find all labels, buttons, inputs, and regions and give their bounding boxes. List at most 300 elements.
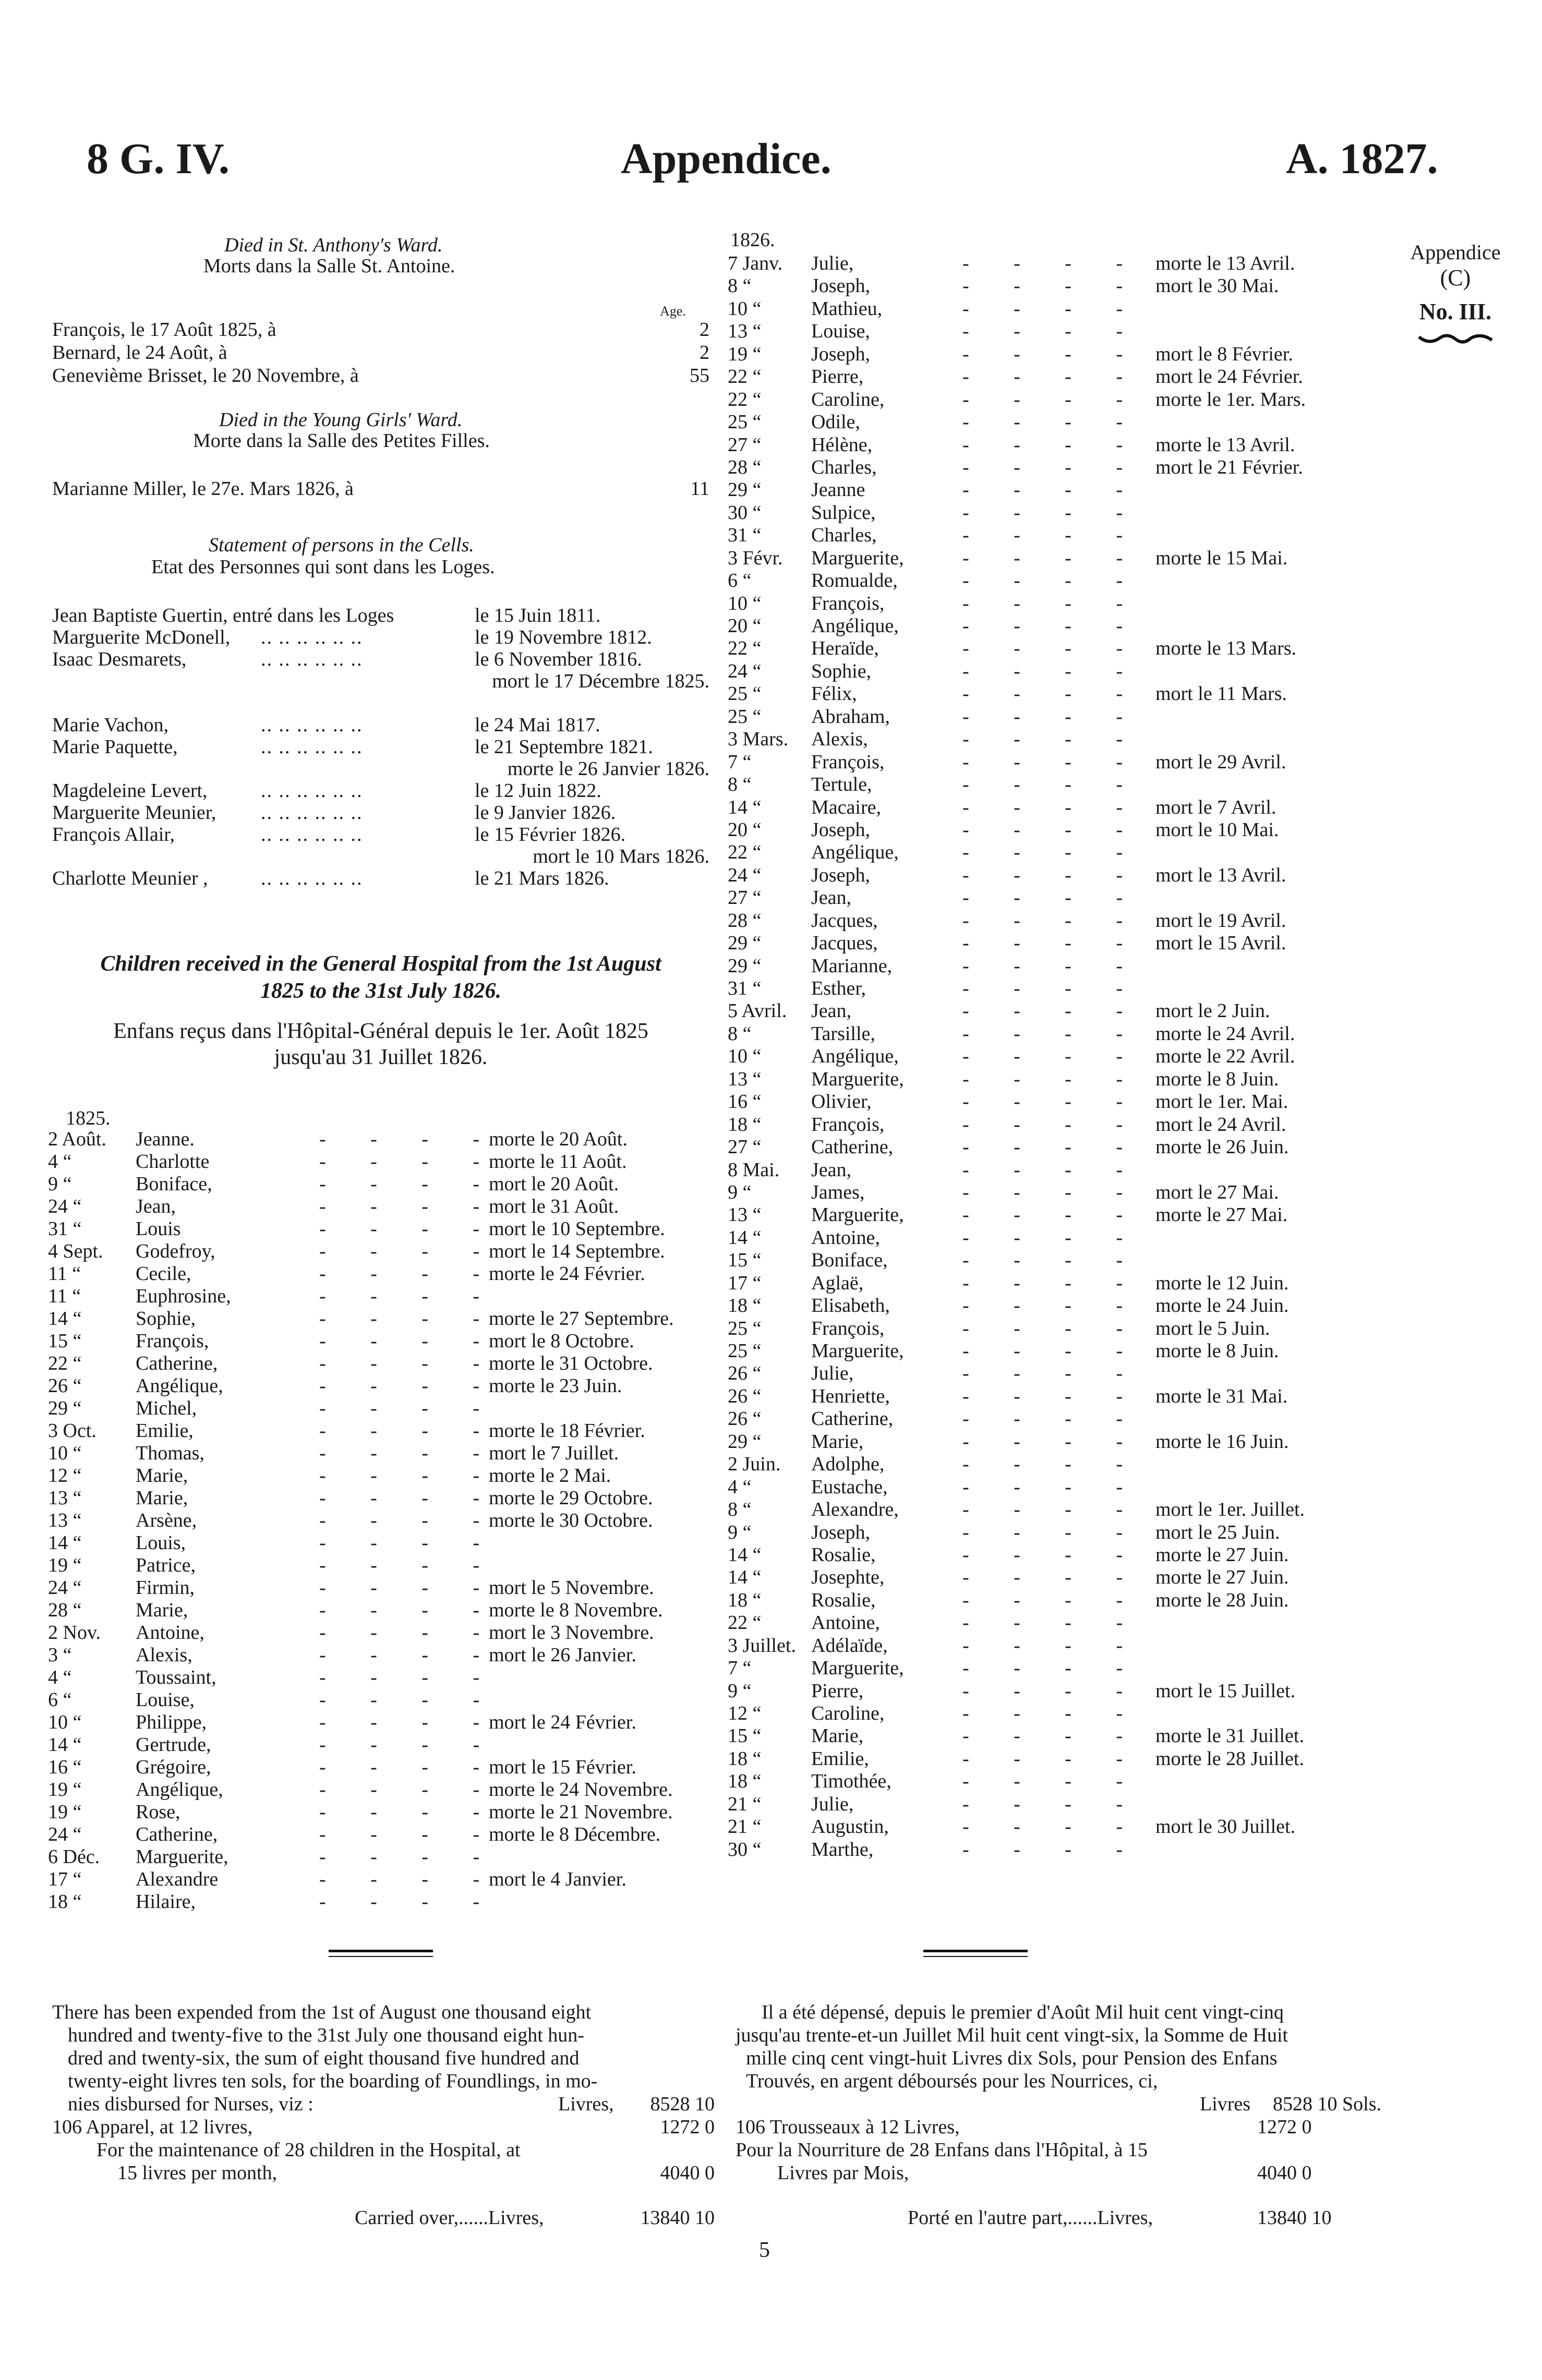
child-name: Marguerite,	[811, 1657, 904, 1680]
entry-date: 7 “	[728, 1657, 752, 1680]
carried-label: Carried over,......Livres,	[355, 2207, 544, 2229]
para-line: Pour la Nourriture de 28 Enfans dans l'Hôpital, à 15	[736, 2139, 1148, 2161]
death-note: morte le 24 Novembre.	[489, 1779, 673, 1801]
child-name: Firmin,	[136, 1577, 195, 1599]
entry-date: 15 “	[728, 1725, 762, 1747]
child-name: Odile,	[811, 411, 860, 433]
death-note: morte le 11 Août.	[489, 1151, 627, 1173]
leader-dashes: - - - -	[962, 1816, 1143, 1838]
death-note: morte le 24 Avril.	[1155, 1022, 1295, 1045]
table-row	[728, 1114, 1364, 1136]
leader-dashes: - - - -	[962, 660, 1143, 682]
leader-dashes: - - - -	[962, 275, 1143, 297]
sec4-title-fr2: jusqu'au 31 Juillet 1826.	[274, 1045, 488, 1069]
page-number: 5	[759, 2238, 770, 2262]
table-row	[728, 1839, 1364, 1861]
table-row	[728, 1340, 1364, 1362]
entry-date: 3 Févr.	[728, 547, 783, 569]
list-item	[52, 605, 709, 626]
death-note: mort le 11 Mars.	[1155, 683, 1287, 705]
child-name: Louise,	[811, 320, 870, 343]
leader-dashes: - - - -	[962, 297, 1143, 320]
cell-date: le 19 Novembre 1812.	[475, 626, 652, 648]
table-row	[48, 1779, 721, 1801]
child-name: Marguerite,	[811, 1204, 904, 1226]
death-note: morte le 24 Février.	[489, 1263, 645, 1285]
death-note: morte le 13 Avril.	[1155, 433, 1295, 456]
leader-dashes: - - - -	[319, 1330, 500, 1352]
table-row	[48, 1801, 721, 1823]
child-name: Aglaë,	[811, 1272, 864, 1294]
child-name: Romualde,	[811, 570, 898, 592]
leader-dashes: - - - -	[319, 1711, 500, 1733]
leader-dashes: - - - -	[962, 1770, 1143, 1793]
child-name: Alexandre	[136, 1868, 219, 1890]
child-name: Marguerite,	[811, 1068, 904, 1090]
death-note: morte le 21 Novembre.	[489, 1801, 673, 1823]
entry-text: François, le 17 Août 1825, à	[52, 319, 276, 341]
table-row	[48, 1868, 721, 1891]
death-note: morte le 28 Juillet.	[1155, 1747, 1304, 1770]
table-row	[48, 1711, 721, 1734]
entry-date: 14 “	[48, 1308, 82, 1330]
leader-dashes: - - - -	[319, 1487, 500, 1509]
death-note: mort le 30 Mai.	[1155, 275, 1279, 297]
leader-dashes: - - - -	[962, 705, 1143, 728]
list-item	[52, 318, 709, 341]
child-name: Pierre,	[811, 1680, 864, 1702]
leader-dashes: - - - -	[962, 1476, 1143, 1498]
child-name: Marthe,	[811, 1838, 874, 1860]
child-name: Jeanne.	[136, 1128, 195, 1150]
entry-date: 13 “	[48, 1487, 82, 1509]
entry-date: 12 “	[48, 1465, 82, 1487]
death-note: mort le 26 Janvier.	[489, 1644, 636, 1666]
table-row	[728, 275, 1364, 297]
death-note: morte le 22 Avril.	[1155, 1045, 1295, 1068]
table-row	[728, 1748, 1364, 1770]
child-name: Marguerite,	[136, 1846, 228, 1868]
list-item	[52, 824, 709, 845]
leader-dashes: - - - -	[962, 728, 1143, 751]
table-row	[48, 1420, 721, 1442]
table-row	[728, 955, 1364, 977]
leader-dashes: - - - -	[962, 1249, 1143, 1272]
leader-dashes: - - - -	[962, 366, 1143, 388]
child-name: Marie,	[811, 1725, 864, 1747]
sec3-title-en: Statement of persons in the Cells.	[209, 534, 474, 556]
leader-dashes: - - - -	[319, 1442, 500, 1464]
child-name: Antoine,	[811, 1612, 880, 1634]
child-name: Jean,	[136, 1195, 176, 1217]
entry-date: 24 “	[48, 1577, 82, 1599]
leader-dashes: - - - -	[962, 343, 1143, 365]
leader-dashes: - - - -	[962, 1543, 1143, 1566]
leader-dots: .. .. .. .. .. ..	[261, 780, 363, 802]
entry-date: 28 “	[728, 909, 762, 932]
left-year: 1825.	[66, 1107, 111, 1129]
cell-person-name: Isaac Desmarets,	[52, 648, 187, 670]
leader-dots: .. .. .. .. .. ..	[261, 824, 363, 845]
leader-dashes: - - - -	[319, 1689, 500, 1711]
entry-date: 18 “	[728, 1770, 762, 1793]
leader-dashes: - - - -	[962, 1295, 1143, 1317]
entry-date: 19 “	[728, 343, 762, 365]
child-name: Marie,	[136, 1465, 188, 1487]
child-name: Hilaire,	[136, 1891, 196, 1913]
death-note: morte le 27 Septembre.	[489, 1308, 674, 1330]
table-row	[48, 1734, 721, 1756]
table-row	[48, 1465, 721, 1487]
entry-date: 6 “	[728, 570, 752, 592]
leader-dashes: - - - -	[319, 1240, 500, 1262]
death-note: morte le 31 Mai.	[1155, 1385, 1288, 1407]
child-name: Marguerite,	[811, 1340, 904, 1362]
table-row	[48, 1823, 721, 1846]
entry-date: 27 “	[728, 887, 762, 909]
para-line: For the maintenance of 28 children in the Hospital, at	[97, 2139, 521, 2161]
leader-dashes: - - - -	[319, 1599, 500, 1621]
death-note: morte le 8 Juin.	[1155, 1068, 1279, 1090]
amount-label: 15 livres per month,	[117, 2162, 278, 2184]
leader-dashes: - - - -	[962, 1408, 1143, 1430]
entry-date: 12 “	[728, 1702, 762, 1724]
amount-value: 8528 10 Sols.	[1273, 2093, 1381, 2115]
death-note: morte le 8 Décembre.	[489, 1823, 661, 1845]
entry-age: 11	[690, 478, 709, 500]
child-name: Hélène,	[811, 433, 873, 456]
entry-date: 9 “	[728, 1181, 752, 1203]
entry-date: 6 Déc.	[48, 1846, 100, 1868]
child-name: Tarsille,	[811, 1022, 875, 1045]
child-name: Catherine,	[136, 1823, 218, 1845]
leader-dashes: - - - -	[962, 1453, 1143, 1476]
table-row	[728, 502, 1364, 524]
entry-date: 25 “	[728, 411, 762, 433]
entry-date: 30 “	[728, 1838, 762, 1860]
leader-dashes: - - - -	[962, 252, 1143, 274]
death-note: morte le 1er. Mars.	[1155, 388, 1306, 410]
entry-date: 30 “	[728, 501, 762, 524]
table-row	[48, 1554, 721, 1577]
leader-dashes: - - - -	[962, 547, 1143, 569]
leader-dashes: - - - -	[319, 1734, 500, 1756]
entry-date: 17 “	[728, 1272, 762, 1294]
entry-date: 14 “	[728, 796, 762, 818]
entry-date: 20 “	[728, 615, 762, 637]
table-row	[728, 320, 1364, 343]
entry-date: 14 “	[728, 1566, 762, 1589]
child-name: Jean,	[811, 887, 852, 909]
child-name: Gertrude,	[136, 1734, 211, 1756]
child-name: Grégoire,	[136, 1756, 211, 1778]
divider	[329, 1950, 433, 1952]
entry-date: 3 Mars.	[728, 728, 789, 751]
child-name: Louis	[136, 1218, 181, 1240]
death-note: morte le 18 Février.	[489, 1420, 645, 1442]
child-name: Joseph,	[811, 343, 870, 365]
cell-date: le 15 Juin 1811.	[475, 605, 601, 626]
amount-value: 4040 0	[660, 2162, 715, 2184]
death-note: mort le 24 Février.	[489, 1711, 636, 1733]
table-row	[728, 1566, 1364, 1589]
table-row	[48, 1509, 721, 1532]
entry-date: 9 “	[48, 1173, 72, 1195]
leader-dashes: - - - -	[962, 841, 1143, 864]
child-name: Macaire,	[811, 796, 881, 818]
table-row	[728, 751, 1364, 774]
leader-dashes: - - - -	[319, 1622, 500, 1644]
child-name: Joseph,	[811, 275, 870, 297]
entry-date: 8 “	[728, 275, 752, 297]
leader-dashes: - - - -	[319, 1352, 500, 1374]
amount-label: 106 Trousseaux à 12 Livres,	[736, 2116, 960, 2138]
table-row	[48, 1532, 721, 1554]
death-note: morte le 2 Mai.	[489, 1465, 611, 1487]
death-note: morte le 27 Mai.	[1155, 1204, 1288, 1226]
para-line: hundred and twenty-five to the 31st July one thousand eight hun-	[68, 2024, 584, 2046]
child-name: Michel,	[136, 1397, 197, 1419]
child-name: Tertule,	[811, 774, 872, 796]
amount-value: 4040 0	[1257, 2162, 1312, 2184]
child-name: Antoine,	[136, 1622, 204, 1644]
leader-dashes: - - - -	[319, 1397, 500, 1419]
entry-date: 4 “	[728, 1476, 752, 1498]
death-note: morte le 27 Juin.	[1155, 1543, 1289, 1566]
carried-value: 13840 10	[1257, 2207, 1332, 2229]
leader-dashes: - - - -	[962, 977, 1143, 999]
leader-dashes: - - - -	[962, 796, 1143, 818]
table-row	[728, 1068, 1364, 1091]
entry-date: 29 “	[728, 1430, 762, 1453]
list-item	[52, 648, 709, 670]
leader-dashes: - - - -	[962, 1226, 1143, 1249]
table-row	[48, 1397, 721, 1420]
child-name: Boniface,	[811, 1249, 888, 1272]
entry-date: 25 “	[728, 1340, 762, 1362]
leader-dashes: - - - -	[962, 570, 1143, 592]
para-line: mille cinq cent vingt-huit Livres dix Sols, pour Pension des Enfans	[746, 2047, 1278, 2069]
table-row	[728, 660, 1364, 683]
table-row	[728, 1793, 1364, 1816]
death-note: morte le 29 Octobre.	[489, 1487, 653, 1509]
table-row	[728, 706, 1364, 728]
entry-date: 5 Avril.	[728, 1000, 787, 1022]
entry-date: 29 “	[728, 479, 762, 501]
child-name: Catherine,	[811, 1408, 894, 1430]
death-note: mort le 2 Juin.	[1155, 1000, 1270, 1022]
death-note: morte le 28 Juin.	[1155, 1589, 1289, 1611]
table-row	[728, 252, 1364, 275]
child-name: François,	[811, 1113, 885, 1135]
entry-date: 2 Nov.	[48, 1622, 101, 1644]
entry-date: 13 “	[728, 1068, 762, 1090]
cell-date: le 6 November 1816.	[475, 648, 642, 670]
cell-date: mort le 17 Décembre 1825.	[492, 670, 709, 692]
child-name: Marie,	[136, 1487, 188, 1509]
leader-dashes: - - - -	[962, 1430, 1143, 1453]
entry-date: 15 “	[48, 1330, 82, 1352]
child-name: Eustache,	[811, 1476, 888, 1498]
child-name: Philippe,	[136, 1711, 207, 1733]
leader-dashes: - - - -	[319, 1151, 500, 1173]
leader-dashes: - - - -	[319, 1891, 500, 1913]
leader-dashes: - - - -	[319, 1532, 500, 1554]
table-row	[728, 683, 1364, 705]
entry-date: 24 “	[48, 1823, 82, 1845]
cell-person-name: Marguerite Meunier,	[52, 802, 216, 824]
table-row	[728, 1385, 1364, 1408]
leader-dashes: - - - -	[962, 1747, 1143, 1770]
entry-date: 8 “	[728, 1022, 752, 1045]
table-row	[728, 728, 1364, 751]
side-label-appendice: Appendice	[1410, 240, 1501, 264]
table-row	[48, 1442, 721, 1465]
leader-dashes: - - - -	[962, 1566, 1143, 1589]
right-children-list	[728, 252, 1364, 1861]
sec1-title-en: Died in St. Anthony's Ward.	[224, 234, 443, 256]
table-row	[48, 1128, 721, 1151]
cell-date: morte le 26 Janvier 1826.	[507, 758, 709, 780]
death-note: mort le 30 Juillet.	[1155, 1816, 1296, 1838]
leader-dashes: - - - -	[962, 456, 1143, 478]
table-row	[48, 1263, 721, 1285]
leader-dashes: - - - -	[319, 1801, 500, 1823]
death-note: mort le 7 Avril.	[1155, 796, 1276, 818]
table-row	[48, 1352, 721, 1375]
sec4-title-fr1: Enfans reçus dans l'Hôpital-Général depuis le 1er. Août 1825	[113, 1019, 648, 1043]
child-name: Angélique,	[136, 1375, 223, 1397]
divider	[923, 1950, 1028, 1952]
sec1-age-label: Age.	[660, 304, 686, 319]
entry-date: 26 “	[728, 1385, 762, 1407]
child-name: Alexis,	[811, 728, 868, 751]
child-name: Angélique,	[811, 615, 899, 637]
death-note: morte le 27 Juin.	[1155, 1566, 1289, 1589]
table-row	[48, 1891, 721, 1913]
table-row	[48, 1846, 721, 1868]
leader-dashes: - - - -	[962, 1068, 1143, 1090]
leader-dashes: - - - -	[962, 501, 1143, 524]
child-name: Julie,	[811, 1362, 854, 1385]
entry-date: 29 “	[48, 1397, 82, 1419]
death-note: mort le 4 Janvier.	[489, 1868, 627, 1890]
leader-dashes: - - - -	[962, 479, 1143, 501]
table-row	[728, 819, 1364, 841]
entry-date: 10 “	[48, 1711, 82, 1733]
table-row	[728, 434, 1364, 456]
child-name: Angélique,	[811, 1045, 899, 1068]
leader-dashes: - - - -	[962, 1612, 1143, 1634]
child-name: Emilie,	[811, 1747, 869, 1770]
entry-date: 13 “	[728, 1204, 762, 1226]
leader-dashes: - - - -	[319, 1509, 500, 1531]
leader-dashes: - - - -	[962, 433, 1143, 456]
leader-dashes: - - - -	[962, 592, 1143, 614]
death-note: mort le 20 Août.	[489, 1173, 619, 1195]
side-label-c: (C)	[1440, 265, 1471, 291]
entry-date: 17 “	[48, 1868, 82, 1890]
entry-date: 14 “	[48, 1532, 82, 1554]
leader-dots: .. .. .. .. .. ..	[261, 626, 363, 648]
list-item	[52, 692, 709, 714]
table-row	[728, 932, 1364, 955]
table-row	[48, 1666, 721, 1689]
cell-date: le 15 Février 1826.	[475, 824, 626, 845]
amount-row	[52, 2116, 725, 2139]
leader-dashes: - - - -	[962, 1181, 1143, 1203]
entry-date: 31 “	[728, 977, 762, 999]
table-row	[48, 1622, 721, 1644]
child-name: Rose,	[136, 1801, 180, 1823]
child-name: Augustin,	[811, 1816, 889, 1838]
leader-dashes: - - - -	[962, 1657, 1143, 1680]
list-item	[52, 845, 709, 867]
entry-date: 14 “	[728, 1543, 762, 1566]
death-note: mort le 29 Avril.	[1155, 751, 1286, 773]
leader-dots: .. .. .. .. .. ..	[261, 714, 363, 736]
table-row	[728, 1227, 1364, 1249]
leader-dashes: - - - -	[962, 320, 1143, 343]
table-row	[728, 524, 1364, 547]
entry-date: 31 “	[48, 1218, 82, 1240]
table-row	[728, 887, 1364, 909]
leader-dashes: - - - -	[962, 955, 1143, 977]
child-name: Catherine,	[136, 1352, 218, 1374]
child-name: Marianne,	[811, 955, 893, 977]
para-line: Il a été dépensé, depuis le premier d'Août Mil huit cent vingt-cinq	[762, 2001, 1284, 2023]
leader-dashes: - - - -	[962, 751, 1143, 773]
death-note: mort le 15 Février.	[489, 1756, 636, 1778]
table-row	[728, 1023, 1364, 1045]
entry-date: 9 “	[728, 1521, 752, 1543]
table-row	[728, 1295, 1364, 1317]
right-year: 1826.	[730, 229, 775, 251]
list-item	[52, 736, 709, 758]
leader-dashes: - - - -	[319, 1195, 500, 1217]
entry-date: 22 “	[728, 841, 762, 864]
side-label-no: No. III.	[1419, 299, 1492, 324]
table-row	[728, 1635, 1364, 1657]
leader-dashes: - - - -	[319, 1308, 500, 1330]
entry-date: 21 “	[728, 1816, 762, 1838]
leader-dashes: - - - -	[962, 1521, 1143, 1543]
child-name: Antoine,	[811, 1226, 880, 1249]
side-label	[1388, 240, 1523, 345]
entry-date: 22 “	[728, 637, 762, 660]
entry-date: 13 “	[728, 320, 762, 343]
child-name: Angélique,	[811, 841, 899, 864]
entry-date: 28 “	[728, 456, 762, 478]
sec1-title-fr: Morts dans la Salle St. Antoine.	[203, 255, 455, 277]
table-row	[728, 1521, 1364, 1544]
amount-label: Livres par Mois,	[777, 2162, 909, 2184]
leader-dashes: - - - -	[962, 388, 1143, 410]
child-name: Cecile,	[136, 1263, 191, 1285]
table-row	[48, 1487, 721, 1509]
entry-date: 10 “	[48, 1442, 82, 1464]
death-note: mort le 10 Septembre.	[489, 1218, 665, 1240]
table-row	[48, 1308, 721, 1330]
death-note: morte le 30 Octobre.	[489, 1509, 653, 1531]
amount-row	[736, 2116, 1424, 2139]
table-row	[728, 1499, 1364, 1521]
table-row	[728, 1204, 1364, 1226]
death-note: morte le 31 Octobre.	[489, 1352, 653, 1374]
child-name: Marie,	[136, 1599, 188, 1621]
child-name: Joseph,	[811, 818, 870, 841]
table-row	[48, 1577, 721, 1599]
